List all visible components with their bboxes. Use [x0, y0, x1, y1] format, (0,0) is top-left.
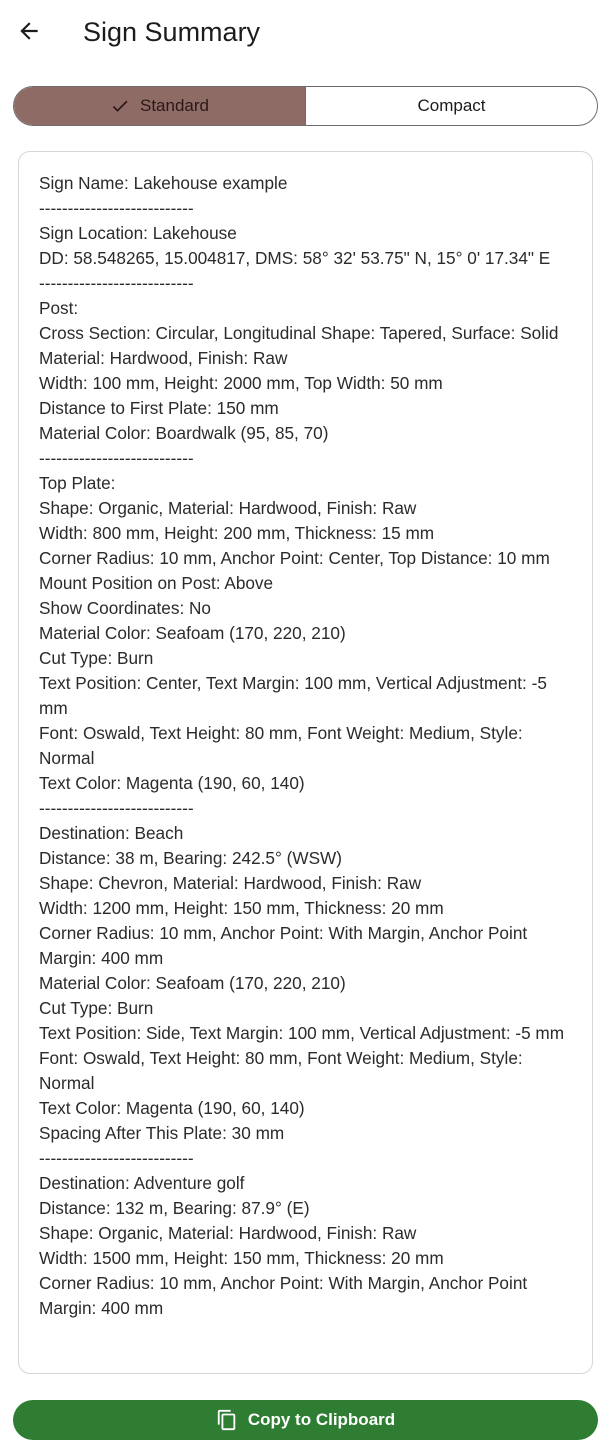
summary-line: Material Color: Seafoam (170, 220, 210)	[39, 973, 346, 993]
summary-line: Width: 1200 mm, Height: 150 mm, Thickness: 20 mm	[39, 898, 444, 918]
view-mode-toggle	[13, 86, 598, 126]
arrow-left-icon	[16, 18, 42, 44]
summary-line: Shape: Organic, Material: Hardwood, Finish: Raw	[39, 498, 417, 518]
summary-line: Corner Radius: 10 mm, Anchor Point: Center, Top Distance: 10 mm	[39, 548, 550, 568]
summary-line: Distance: 132 m, Bearing: 87.9° (E)	[39, 1198, 310, 1218]
summary-line: Font: Oswald, Text Height: 80 mm, Font Weight: Medium, Style: Normal	[39, 1048, 523, 1093]
summary-line: Mount Position on Post: Above	[39, 573, 274, 593]
summary-line: Distance to First Plate: 150 mm	[39, 398, 279, 418]
summary-line: DD: 58.548265, 15.004817, DMS: 58° 32' 53.75" N, 15° 0' 17.34" E	[39, 248, 551, 268]
summary-line: Width: 800 mm, Height: 200 mm, Thickness: 15 mm	[39, 523, 435, 543]
summary-text	[19, 152, 592, 1321]
copy-to-clipboard-button[interactable]	[13, 1400, 598, 1440]
summary-line: Distance: 38 m, Bearing: 242.5° (WSW)	[39, 848, 342, 868]
summary-line: Post:	[39, 298, 79, 318]
summary-line: Shape: Organic, Material: Hardwood, Finish: Raw	[39, 1223, 417, 1243]
summary-line: Destination: Adventure golf	[39, 1173, 245, 1193]
compact-view-option[interactable]	[305, 87, 597, 125]
summary-line: Top Plate:	[39, 473, 116, 493]
summary-line: Text Position: Center, Text Margin: 100 mm, Vertical Adjustment: -5 mm	[39, 673, 547, 718]
summary-line: Text Color: Magenta (190, 60, 140)	[39, 773, 305, 793]
compact-view-label: Compact	[417, 96, 486, 115]
summary-line: ---------------------------	[39, 448, 194, 468]
summary-line: Sign Name: Lakehouse example	[39, 173, 288, 193]
summary-card[interactable]	[18, 151, 593, 1374]
summary-line: Show Coordinates: No	[39, 598, 211, 618]
summary-line: Cut Type: Burn	[39, 998, 154, 1018]
summary-line: Width: 100 mm, Height: 2000 mm, Top Width: 50 mm	[39, 373, 443, 393]
summary-line: Width: 1500 mm, Height: 150 mm, Thickness: 20 mm	[39, 1248, 444, 1268]
copy-button-label: Copy to Clipboard	[247, 1410, 396, 1429]
summary-line: Font: Oswald, Text Height: 80 mm, Font Weight: Medium, Style: Normal	[39, 723, 523, 768]
back-button[interactable]	[12, 14, 46, 48]
summary-line: Sign Location: Lakehouse	[39, 223, 237, 243]
summary-line: Cut Type: Burn	[39, 648, 154, 668]
page-title: Sign Summary	[83, 17, 261, 47]
summary-line: Material: Hardwood, Finish: Raw	[39, 348, 288, 368]
summary-line: ---------------------------	[39, 273, 194, 293]
summary-line: Text Position: Side, Text Margin: 100 mm, Vertical Adjustment: -5 mm	[39, 1023, 565, 1043]
summary-line: ---------------------------	[39, 198, 194, 218]
summary-line: ---------------------------	[39, 1148, 194, 1168]
summary-line: Text Color: Magenta (190, 60, 140)	[39, 1098, 305, 1118]
app-bar	[0, 0, 611, 64]
standard-view-label: Standard	[140, 96, 209, 115]
summary-line: Spacing After This Plate: 30 mm	[39, 1123, 285, 1143]
summary-line: Material Color: Boardwalk (95, 85, 70)	[39, 423, 329, 443]
summary-line: Destination: Beach	[39, 823, 184, 843]
summary-line: Material Color: Seafoam (170, 220, 210)	[39, 623, 346, 643]
summary-line: Corner Radius: 10 mm, Anchor Point: With Margin, Anchor Point Margin: 400 mm	[39, 923, 528, 968]
summary-line: Shape: Chevron, Material: Hardwood, Finish: Raw	[39, 873, 422, 893]
checkmark-icon	[110, 96, 130, 116]
summary-line: Corner Radius: 10 mm, Anchor Point: With Margin, Anchor Point Margin: 400 mm	[39, 1273, 528, 1318]
summary-line: ---------------------------	[39, 798, 194, 818]
copy-icon	[216, 1409, 238, 1431]
standard-view-option[interactable]	[14, 87, 305, 125]
summary-line: Cross Section: Circular, Longitudinal Shape: Tapered, Surface: Solid	[39, 323, 559, 343]
